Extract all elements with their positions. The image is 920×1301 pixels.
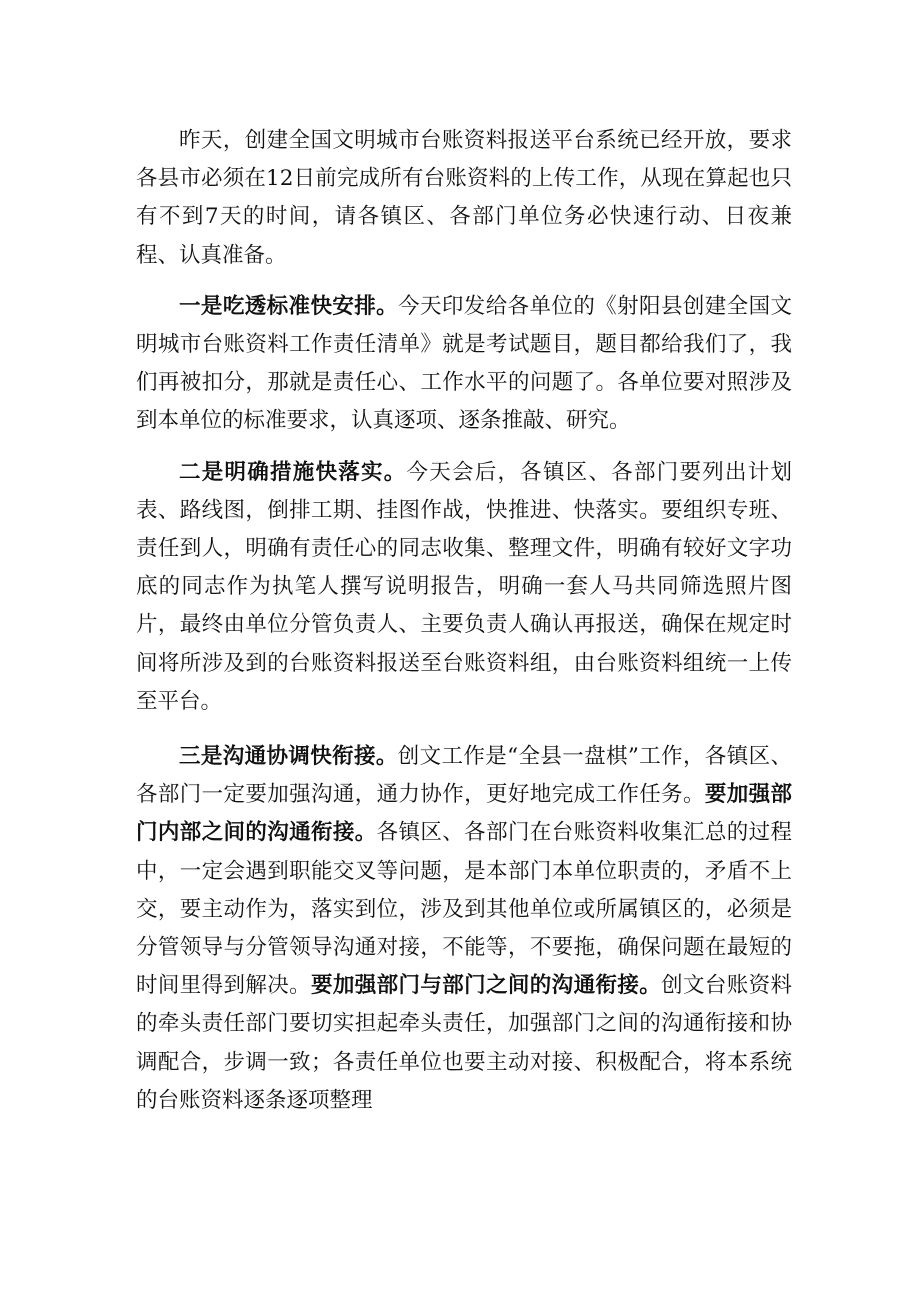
paragraph-standards-lead: 一是吃透标准快安排。	[179, 293, 399, 319]
paragraph-intro-text: 昨天，创建全国文明城市台账资料报送平台系统已经开放，要求各县市必须在12日前完成所有台账资料的上传工作，从现在算起也只有不到7天的时间，请各镇区、各部门单位务必快速行动、日夜兼程、认真准备。	[136, 128, 792, 268]
paragraph-measures-text: 今天会后，各镇区、各部门要列出计划表、路线图，倒排工期、挂图作战，快推进、快落实。要组织专班、责任到人，明确有责任心的同志收集、整理文件，明确有较好文字功底的同志作为执笔人撰写说明报告，明确一套人马共同筛选照片图片，最终由单位分管负责人、主要负责人确认再报送，确保在规定时间将所涉及到的台账资料报送至台账资料组，由台账资料组统一上传至平台。	[136, 459, 792, 714]
document-body	[136, 122, 792, 1120]
paragraph-standards-text: 今天印发给各单位的《射阳县创建全国文明城市台账资料工作责任清单》就是考试题目，题目都给我们了，我们再被扣分，那就是责任心、工作水平的问题了。各单位要对照涉及到本单位的标准要求，认真逐项、逐条推敲、研究。	[136, 293, 792, 434]
paragraph-coordination-bold-1: 要加强部门内部之间的沟通衔接。	[136, 782, 792, 846]
paragraph-coordination-text-1: 创文工作是“全县一盘棋”工作，各镇区、各部门一定要加强沟通，通力协作，更好地完成工作任务。	[136, 744, 792, 808]
paragraph-coordination-text-3: 创文台账资料的牵头责任部门要切实担起牵头责任，加强部门之间的沟通衔接和协调配合，步调一致；各责任单位也要主动对接、积极配合，将本系统的台账资料逐条逐项整理	[136, 973, 792, 1113]
paragraph-measures-lead: 二是明确措施快落实。	[179, 459, 407, 485]
paragraph-coordination-text-2: 各镇区、各部门在台账资料收集汇总的过程中，一定会遇到职能交叉等问题，是本部门本单位职责的，矛盾不上交，要主动作为，落实到位，涉及到其他单位或所属镇区的，必须是分管领导与分管领导沟通对接，不能等，不要拖，确保问题在最短的时间里得到解决。	[136, 820, 792, 999]
paragraph-coordination	[136, 738, 792, 1120]
paragraph-coordination-bold-2: 要加强部门与部门之间的沟通衔接。	[311, 973, 662, 999]
paragraph-measures	[136, 454, 792, 721]
paragraph-standards	[136, 288, 792, 441]
paragraph-coordination-lead: 三是沟通协调快衔接。	[179, 744, 398, 770]
paragraph-intro	[136, 122, 792, 275]
